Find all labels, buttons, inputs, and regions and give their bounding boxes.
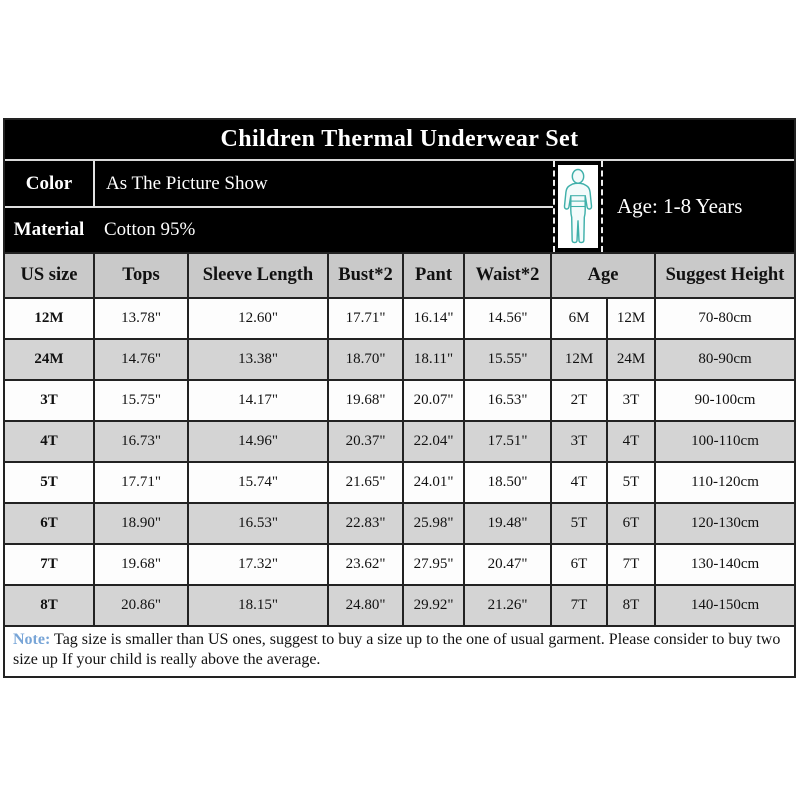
table-cell: 21.65": [329, 463, 402, 502]
column-header: US size: [5, 254, 93, 297]
table-cell: 24.80": [329, 586, 402, 625]
table-cell: 3T: [552, 422, 606, 461]
page-title: Children Thermal Underwear Set: [220, 126, 579, 152]
table-cell: 20.86": [95, 586, 187, 625]
table-cell: 23.62": [329, 545, 402, 584]
table-cell: 19.68": [95, 545, 187, 584]
table-cell: 14.76": [95, 340, 187, 379]
table-cell: 16.53": [189, 504, 327, 543]
table-cell: 6T: [608, 504, 654, 543]
table-cell: 27.95": [404, 545, 463, 584]
table-cell: 70-80cm: [656, 299, 794, 338]
table-cell: 7T: [608, 545, 654, 584]
table-cell: 80-90cm: [656, 340, 794, 379]
size-table: [5, 252, 794, 625]
row-size-label: 24M: [5, 340, 93, 379]
size-chart: [3, 118, 796, 678]
color-label: Color: [25, 172, 73, 194]
title-bar: [5, 120, 794, 161]
table-cell: 24M: [608, 340, 654, 379]
table-cell: 6T: [552, 545, 606, 584]
table-cell: 5T: [608, 463, 654, 502]
color-value: As The Picture Show: [106, 172, 268, 194]
table-cell: 13.38": [189, 340, 327, 379]
row-size-label: 8T: [5, 586, 93, 625]
table-cell: 90-100cm: [656, 381, 794, 420]
table-cell: 22.04": [404, 422, 463, 461]
table-cell: 6M: [552, 299, 606, 338]
table-cell: 5T: [552, 504, 606, 543]
material-value: Cotton 95%: [104, 219, 196, 240]
figure-panel: [553, 161, 603, 252]
table-cell: 8T: [608, 586, 654, 625]
table-cell: 15.75": [95, 381, 187, 420]
table-cell: 100-110cm: [656, 422, 794, 461]
table-cell: 4T: [608, 422, 654, 461]
table-cell: 20.07": [404, 381, 463, 420]
table-cell: 14.96": [189, 422, 327, 461]
product-info-section: [5, 161, 794, 252]
table-cell: 17.51": [465, 422, 550, 461]
table-cell: 18.50": [465, 463, 550, 502]
row-size-label: 4T: [5, 422, 93, 461]
material-label: Material: [13, 219, 85, 240]
table-cell: 2T: [552, 381, 606, 420]
age-range-label: Age: 1-8 Years: [617, 194, 743, 218]
table-cell: 17.32": [189, 545, 327, 584]
table-cell: 16.73": [95, 422, 187, 461]
table-cell: 21.26": [465, 586, 550, 625]
column-header: Suggest Height: [656, 254, 794, 297]
table-cell: 29.92": [404, 586, 463, 625]
table-cell: 19.68": [329, 381, 402, 420]
table-cell: 12M: [552, 340, 606, 379]
column-header: Waist*2: [465, 254, 550, 297]
table-cell: 16.53": [465, 381, 550, 420]
table-cell: 25.98": [404, 504, 463, 543]
table-cell: 18.11": [404, 340, 463, 379]
note-section: [5, 625, 794, 676]
note-text: Tag size is smaller than US ones, suggest to buy a size up to the one of usual garment. Please consider to buy two size up If your child is really above the average.: [13, 631, 781, 668]
table-cell: 12M: [608, 299, 654, 338]
table-cell: 18.15": [189, 586, 327, 625]
column-header: Tops: [95, 254, 187, 297]
table-cell: 20.47": [465, 545, 550, 584]
table-cell: 17.71": [95, 463, 187, 502]
table-cell: 15.55": [465, 340, 550, 379]
table-cell: 15.74": [189, 463, 327, 502]
table-cell: 20.37": [329, 422, 402, 461]
child-body-outline-icon: [558, 165, 598, 248]
column-header: Pant: [404, 254, 463, 297]
row-size-label: 6T: [5, 504, 93, 543]
column-header: Sleeve Length: [189, 254, 327, 297]
table-cell: 18.70": [329, 340, 402, 379]
column-header: Age: [552, 254, 654, 297]
table-cell: 18.90": [95, 504, 187, 543]
table-cell: 130-140cm: [656, 545, 794, 584]
table-cell: 12.60": [189, 299, 327, 338]
table-cell: 13.78": [95, 299, 187, 338]
note-label: Note:: [13, 631, 51, 648]
row-size-label: 12M: [5, 299, 93, 338]
table-cell: 14.56": [465, 299, 550, 338]
table-cell: 16.14": [404, 299, 463, 338]
table-cell: 110-120cm: [656, 463, 794, 502]
row-size-label: 3T: [5, 381, 93, 420]
column-header: Bust*2: [329, 254, 402, 297]
table-cell: 4T: [552, 463, 606, 502]
table-cell: 120-130cm: [656, 504, 794, 543]
table-cell: 140-150cm: [656, 586, 794, 625]
row-size-label: 5T: [5, 463, 93, 502]
table-cell: 24.01": [404, 463, 463, 502]
table-cell: 17.71": [329, 299, 402, 338]
row-size-label: 7T: [5, 545, 93, 584]
table-cell: 19.48": [465, 504, 550, 543]
table-cell: 22.83": [329, 504, 402, 543]
table-cell: 7T: [552, 586, 606, 625]
table-cell: 3T: [608, 381, 654, 420]
divider: [5, 206, 553, 208]
table-cell: 14.17": [189, 381, 327, 420]
